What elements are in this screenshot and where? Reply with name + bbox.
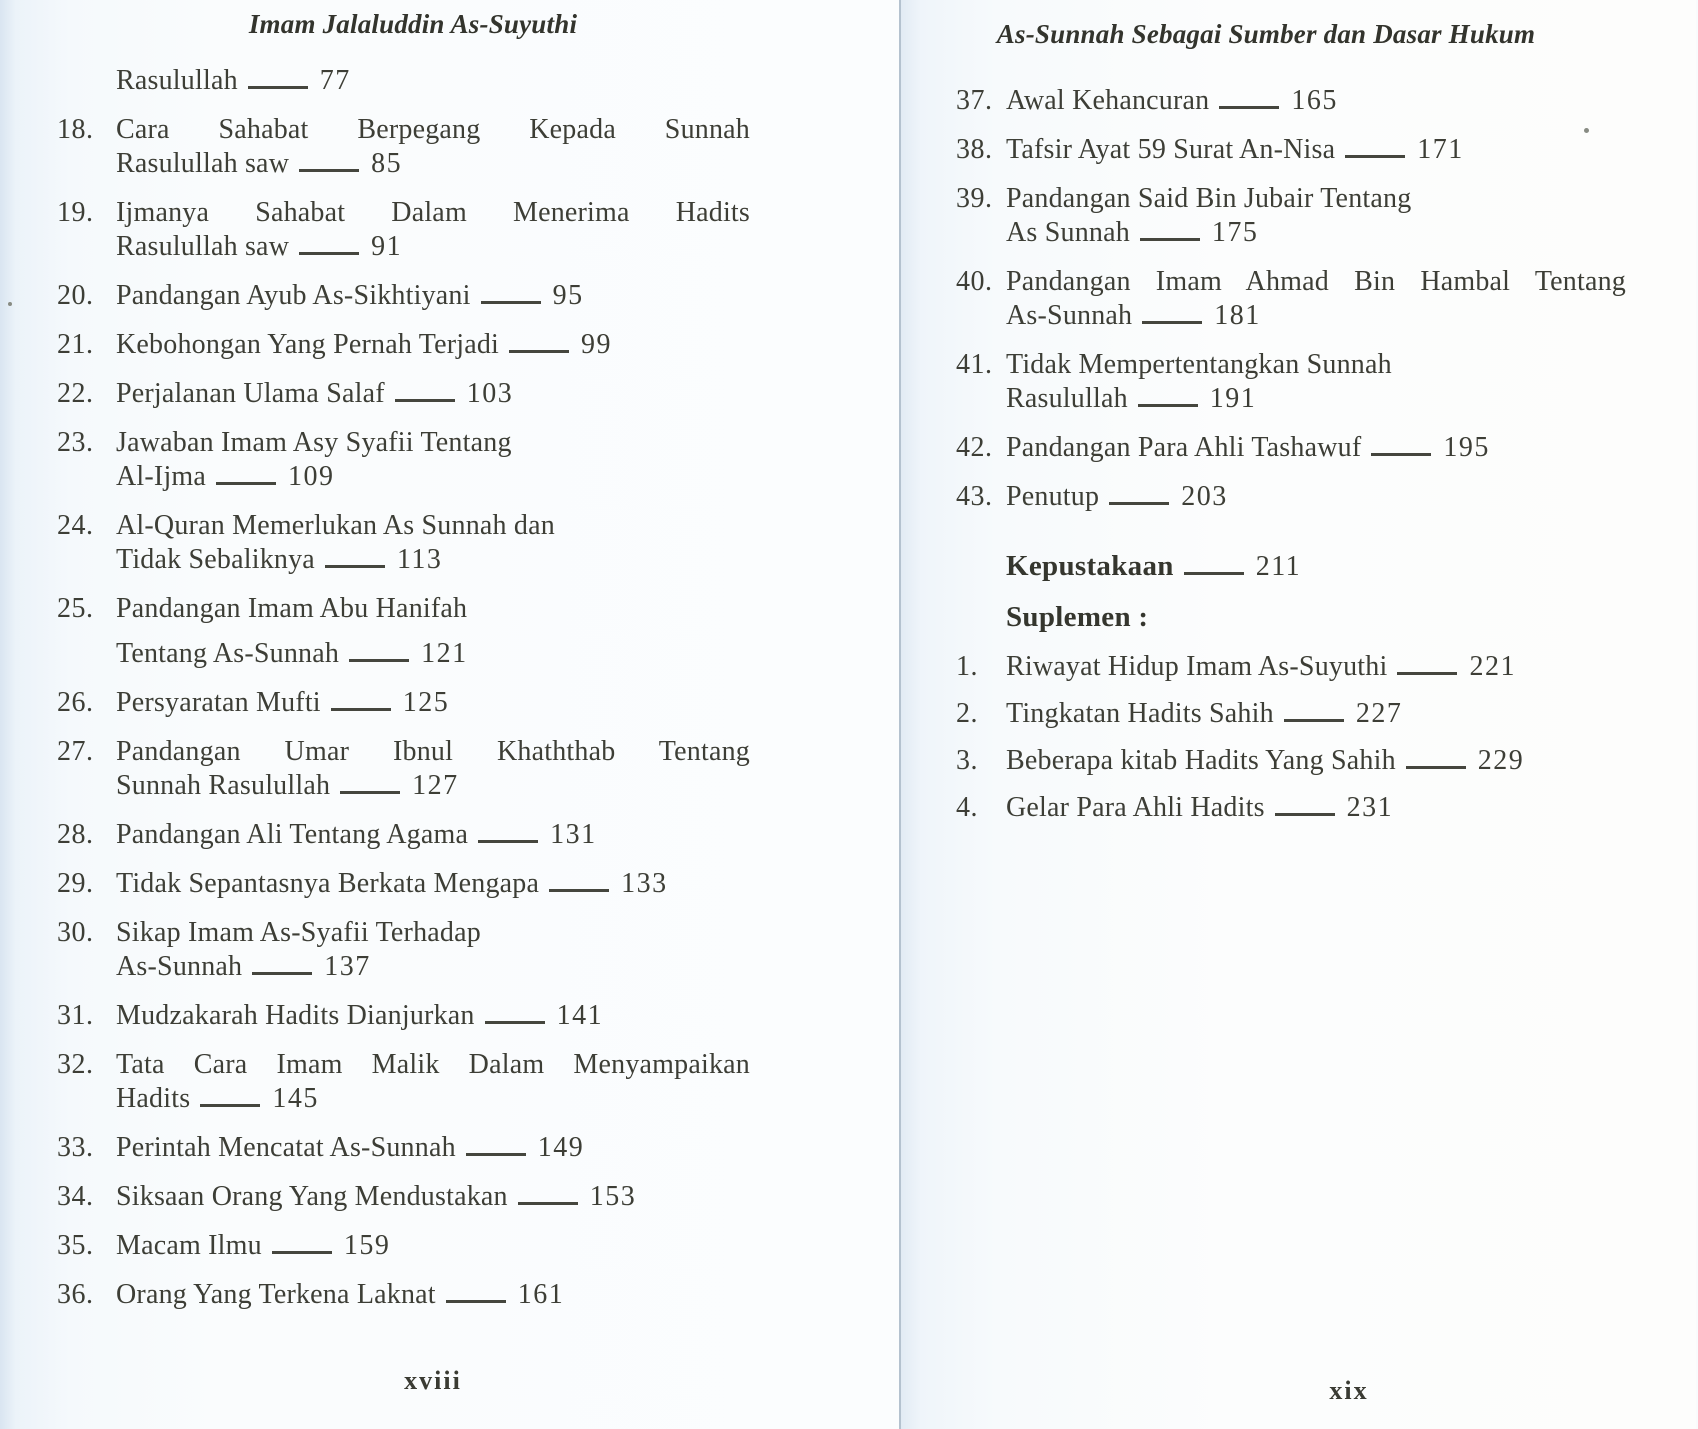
toc-item-line [116, 1048, 750, 1082]
toc-item-number: 31. [57, 1000, 94, 1031]
toc-item [956, 480, 1626, 514]
toc-item [57, 867, 750, 901]
toc-item-line [1006, 744, 1626, 778]
leader-line [331, 701, 391, 711]
toc-item-title: Al-Ijma [116, 461, 207, 492]
page-number: 85 [371, 148, 403, 179]
leader-line [325, 558, 385, 568]
toc-item-number: 3. [956, 745, 978, 776]
toc-item-lines [1006, 431, 1626, 465]
toc-item-title: Tidak Sepantasnya Berkata Mengapa [116, 868, 540, 899]
leader-line [1184, 565, 1244, 575]
leader-line [485, 1014, 545, 1024]
toc-item-line [116, 113, 750, 147]
toc-item-lines [1006, 348, 1626, 416]
toc-item [57, 592, 750, 671]
toc-item [57, 686, 750, 720]
leader-line [518, 1195, 578, 1205]
page-number: 131 [550, 819, 597, 850]
toc-item-number: 22. [57, 378, 94, 409]
leader-line [299, 245, 359, 255]
page-number: 133 [621, 868, 668, 899]
running-header-right: As-Sunnah Sebagai Sumber dan Dasar Hukum [996, 19, 1536, 49]
toc-list-left [57, 64, 750, 1327]
toc-item [57, 999, 750, 1033]
toc-item [956, 84, 1626, 118]
toc-item-number: 21. [57, 329, 94, 360]
toc-item-title: Pandangan Ali Tentang Agama [116, 819, 469, 850]
toc-item [57, 1229, 750, 1263]
toc-item-line [116, 64, 750, 98]
kepustakaan-label: Kepustakaan [1006, 550, 1174, 582]
toc-item-title: Rasulullah [1006, 383, 1128, 414]
leader-line [478, 833, 538, 843]
toc-item-line [116, 509, 750, 543]
toc-item [956, 265, 1626, 333]
toc-item-lines [1006, 265, 1626, 333]
page-number: 91 [371, 231, 403, 262]
toc-item-lines [116, 196, 750, 264]
toc-item-line [116, 1180, 750, 1214]
page-number: 221 [1469, 651, 1516, 682]
toc-item-number: 4. [956, 792, 978, 823]
suplemen-label: Suplemen : [1006, 601, 1149, 633]
scan-speck [8, 302, 12, 306]
toc-item [116, 64, 750, 98]
toc-item-line [1006, 480, 1626, 514]
toc-item-title: Jawaban Imam Asy Syafii Tentang [116, 427, 512, 458]
toc-item-line [116, 1229, 750, 1263]
toc-item-line [116, 735, 750, 769]
leader-line [1219, 99, 1279, 109]
leader-line [1140, 231, 1200, 241]
toc-item-title: Persyaratan Mufti [116, 687, 321, 718]
leader-line [549, 882, 609, 892]
toc-item [956, 133, 1626, 167]
toc-item-title: Tafsir Ayat 59 Surat An-Nisa [1006, 134, 1336, 165]
toc-item-line [116, 1131, 750, 1165]
page-number: 95 [552, 280, 584, 311]
toc-item-line [1006, 299, 1626, 333]
toc-item-title: Rasulullah [116, 65, 238, 96]
toc-item-number: 25. [57, 593, 94, 624]
page-number: 181 [1214, 300, 1261, 331]
toc-item-number: 38. [956, 134, 993, 165]
toc-item-title: Pandangan Imam Abu Hanifah [116, 593, 468, 624]
page-number: 153 [589, 1181, 637, 1212]
toc-item-line [1006, 216, 1626, 250]
toc-item-title: As-Sunnah [1006, 300, 1133, 331]
toc-item-lines [116, 867, 750, 901]
toc-item-title: Macam Ilmu [116, 1230, 262, 1261]
toc-item-lines [116, 916, 750, 984]
leader-line [252, 965, 312, 975]
page-number: 195 [1443, 432, 1490, 463]
leader-line [1284, 712, 1344, 722]
toc-item-number: 23. [57, 427, 94, 458]
toc-item [956, 791, 1626, 825]
toc-item-title: Tentang As-Sunnah [116, 638, 340, 669]
toc-item [57, 196, 750, 264]
toc-item [57, 735, 750, 803]
toc-item-line [116, 328, 750, 362]
toc-item-number: 41. [956, 349, 993, 380]
toc-item-number: 39. [956, 183, 993, 214]
leader-line [1397, 665, 1457, 675]
toc-item-lines [1006, 791, 1626, 825]
toc-item-line [116, 999, 750, 1033]
toc-item [956, 744, 1626, 778]
toc-item-number: 36. [57, 1279, 94, 1310]
leader-line [446, 1293, 506, 1303]
page-number: 227 [1355, 698, 1403, 729]
toc-item-title: Tidak Mempertentangkan Sunnah [1006, 349, 1392, 380]
toc-item-line [1006, 697, 1626, 731]
toc-item-number: 30. [57, 917, 94, 948]
toc-item-lines [1006, 84, 1626, 118]
toc-item-lines [1006, 697, 1626, 731]
toc-item-line [1006, 348, 1626, 382]
toc-item-line [116, 377, 750, 411]
toc-item [956, 182, 1626, 250]
toc-item-number: 34. [57, 1181, 94, 1212]
toc-item-line [1006, 382, 1626, 416]
toc-item-title: Cara Sahabat Berpegang Kepada Sunnah [116, 114, 750, 145]
toc-item [956, 650, 1626, 684]
toc-item-number: 2. [956, 698, 978, 729]
toc-item-title: Mudzakarah Hadits Dianjurkan [116, 1000, 475, 1031]
page-number: 175 [1211, 217, 1259, 248]
page-number: 161 [517, 1279, 565, 1310]
page-number: 77 [319, 65, 351, 96]
leader-line [1406, 759, 1466, 769]
leader-line [466, 1146, 526, 1156]
toc-item-number: 35. [57, 1230, 94, 1261]
page-number: 109 [288, 461, 335, 492]
toc-item-lines [116, 328, 750, 362]
toc-item-line [116, 543, 750, 577]
toc-item [57, 1278, 750, 1312]
page-number: 103 [466, 378, 514, 409]
page-number: 127 [412, 770, 459, 801]
toc-item-number: 29. [57, 868, 94, 899]
suplemen-list [956, 650, 1626, 825]
toc-list-right [956, 84, 1626, 529]
leader-line [1275, 806, 1335, 816]
back-matter-sections [956, 546, 1626, 838]
toc-item-lines [116, 999, 750, 1033]
toc-item [57, 818, 750, 852]
toc-item-number: 20. [57, 280, 94, 311]
toc-item-lines [116, 1278, 750, 1312]
toc-item-line [116, 426, 750, 460]
toc-item-line [116, 460, 750, 494]
toc-item-lines [116, 592, 750, 671]
toc-item-title: Siksaan Orang Yang Mendustakan [116, 1181, 508, 1212]
toc-item-number: 37. [956, 85, 993, 116]
toc-item-line [116, 1278, 750, 1312]
toc-item [57, 377, 750, 411]
toc-item [57, 279, 750, 313]
toc-item-line [1006, 133, 1626, 167]
toc-item-line [116, 279, 750, 313]
toc-item-title: Tingkatan Hadits Sahih [1006, 698, 1274, 729]
page-number: 145 [272, 1083, 319, 1114]
leader-line [395, 392, 455, 402]
toc-item [57, 916, 750, 984]
toc-item-title: Awal Kehancuran [1006, 85, 1210, 116]
toc-item-lines [1006, 182, 1626, 250]
toc-item [956, 431, 1626, 465]
toc-item-line [116, 916, 750, 950]
toc-item-line [116, 196, 750, 230]
toc-item-lines [1006, 744, 1626, 778]
leader-line [1345, 148, 1405, 158]
page-number: 141 [556, 1000, 604, 1031]
running-header-left: Imam Jalaluddin As-Suyuthi [248, 9, 578, 39]
kepustakaan-entry [1006, 546, 1626, 587]
toc-item-line [116, 1082, 750, 1116]
toc-item [57, 328, 750, 362]
toc-item-line [116, 147, 750, 181]
toc-item-title: Tidak Sebaliknya [116, 544, 315, 575]
toc-item [57, 1180, 750, 1214]
toc-item-lines [116, 686, 750, 720]
toc-item-lines [116, 735, 750, 803]
toc-item-lines [116, 1048, 750, 1116]
toc-item-title: As Sunnah [1006, 217, 1130, 248]
toc-item-title: Ijmanya Sahabat Dalam Menerima Hadits [116, 197, 750, 228]
leader-line [248, 79, 308, 89]
toc-item-title: Perintah Mencatat As-Sunnah [116, 1132, 456, 1163]
toc-item-title: Pandangan Imam Ahmad Bin Hambal Tentang [1006, 266, 1626, 297]
page-number: 149 [537, 1132, 585, 1163]
toc-item-title: Riwayat Hidup Imam As-Suyuthi [1006, 651, 1388, 682]
toc-item-line [116, 637, 750, 671]
toc-item-lines [116, 64, 750, 98]
page-number: 121 [421, 638, 468, 669]
right-page [901, 0, 1696, 1429]
toc-item-line [116, 592, 750, 626]
toc-item-lines [116, 818, 750, 852]
page-number: 203 [1181, 481, 1228, 512]
leader-line [299, 162, 359, 172]
toc-item-title: Beberapa kitab Hadits Yang Sahih [1006, 745, 1396, 776]
page-number: 171 [1417, 134, 1464, 165]
toc-item-title: Gelar Para Ahli Hadits [1006, 792, 1265, 823]
page-number: 165 [1291, 85, 1338, 116]
toc-item-lines [116, 113, 750, 181]
toc-item-lines [1006, 650, 1626, 684]
toc-item [956, 348, 1626, 416]
toc-item-number: 19. [57, 197, 94, 228]
toc-item-title: Tata Cara Imam Malik Dalam Menyampaikan [116, 1049, 750, 1080]
toc-item-number: 33. [57, 1132, 94, 1163]
leader-line [1142, 314, 1202, 324]
leader-line [200, 1097, 260, 1107]
page-number: 159 [343, 1230, 391, 1261]
toc-item-title: Pandangan Para Ahli Tashawuf [1006, 432, 1362, 463]
toc-item-number: 28. [57, 819, 94, 850]
toc-item-number: 43. [956, 481, 993, 512]
toc-item-number: 42. [956, 432, 993, 463]
toc-item-lines [116, 1131, 750, 1165]
leader-line [340, 784, 400, 794]
toc-item-title: Pandangan Ayub As-Sikhtiyani [116, 280, 471, 311]
page-number: 125 [402, 687, 450, 718]
page-number-footer-left: xviii [404, 1366, 462, 1395]
toc-item-title: Orang Yang Terkena Laknat [116, 1279, 436, 1310]
toc-item-lines [1006, 133, 1626, 167]
leader-line [1109, 495, 1169, 505]
suplemen-heading [1006, 597, 1626, 638]
toc-item-line [1006, 431, 1626, 465]
toc-item-lines [116, 1180, 750, 1214]
leader-line [272, 1244, 332, 1254]
toc-item-title: Kebohongan Yang Pernah Terjadi [116, 329, 500, 360]
toc-item-line [1006, 265, 1626, 299]
leader-line [509, 343, 569, 353]
scan-speck [1584, 128, 1589, 133]
toc-item-title: Perjalanan Ulama Salaf [116, 378, 385, 409]
toc-item-line [1006, 182, 1626, 216]
toc-item-number: 27. [57, 736, 94, 767]
page-number: 137 [324, 951, 371, 982]
toc-item [57, 1048, 750, 1116]
toc-item [956, 697, 1626, 731]
toc-item-title: Penutup [1006, 481, 1100, 512]
toc-item-lines [116, 1229, 750, 1263]
toc-item-number: 1. [956, 651, 978, 682]
leader-line [1138, 397, 1198, 407]
toc-item-number: 24. [57, 510, 94, 541]
leader-line [481, 294, 541, 304]
leader-line [349, 652, 409, 662]
toc-item-title: Al-Quran Memerlukan As Sunnah dan [116, 510, 555, 541]
toc-item-title: Pandangan Said Bin Jubair Tentang [1006, 183, 1412, 214]
toc-item-lines [116, 279, 750, 313]
toc-item-number: 32. [57, 1049, 94, 1080]
toc-item-title: Rasulullah saw [116, 231, 290, 262]
toc-item-line [116, 230, 750, 264]
toc-item-number: 40. [956, 266, 993, 297]
toc-item-line [1006, 650, 1626, 684]
toc-item-number: 18. [57, 114, 94, 145]
toc-item-lines [1006, 480, 1626, 514]
toc-item-lines [116, 426, 750, 494]
toc-item-title: Rasulullah saw [116, 148, 290, 179]
leader-line [1371, 446, 1431, 456]
toc-item-lines [116, 509, 750, 577]
toc-item-line [116, 686, 750, 720]
toc-item-line [116, 818, 750, 852]
toc-item [57, 509, 750, 577]
toc-item-title: Pandangan Umar Ibnul Khaththab Tentang [116, 736, 750, 767]
page-number: 191 [1209, 383, 1257, 414]
toc-item-line [116, 867, 750, 901]
toc-item-title: As-Sunnah [116, 951, 243, 982]
toc-item-title: Sikap Imam As-Syafii Terhadap [116, 917, 481, 948]
page-number-footer-right: xix [1329, 1376, 1369, 1405]
page-number: 211 [1255, 551, 1302, 582]
toc-item-title: Sunnah Rasulullah [116, 770, 331, 801]
leader-line [216, 475, 276, 485]
toc-item-line [1006, 791, 1626, 825]
page-number: 113 [396, 544, 443, 575]
toc-item-line [116, 950, 750, 984]
toc-item [57, 426, 750, 494]
toc-item-title: Hadits [116, 1083, 191, 1114]
toc-item-number: 26. [57, 687, 94, 718]
toc-item-line [1006, 84, 1626, 118]
toc-item-lines [116, 377, 750, 411]
toc-item [57, 113, 750, 181]
page-number: 229 [1477, 745, 1525, 776]
page-number: 231 [1346, 792, 1394, 823]
toc-item [57, 1131, 750, 1165]
page-number: 99 [581, 329, 613, 360]
toc-item-line [116, 769, 750, 803]
